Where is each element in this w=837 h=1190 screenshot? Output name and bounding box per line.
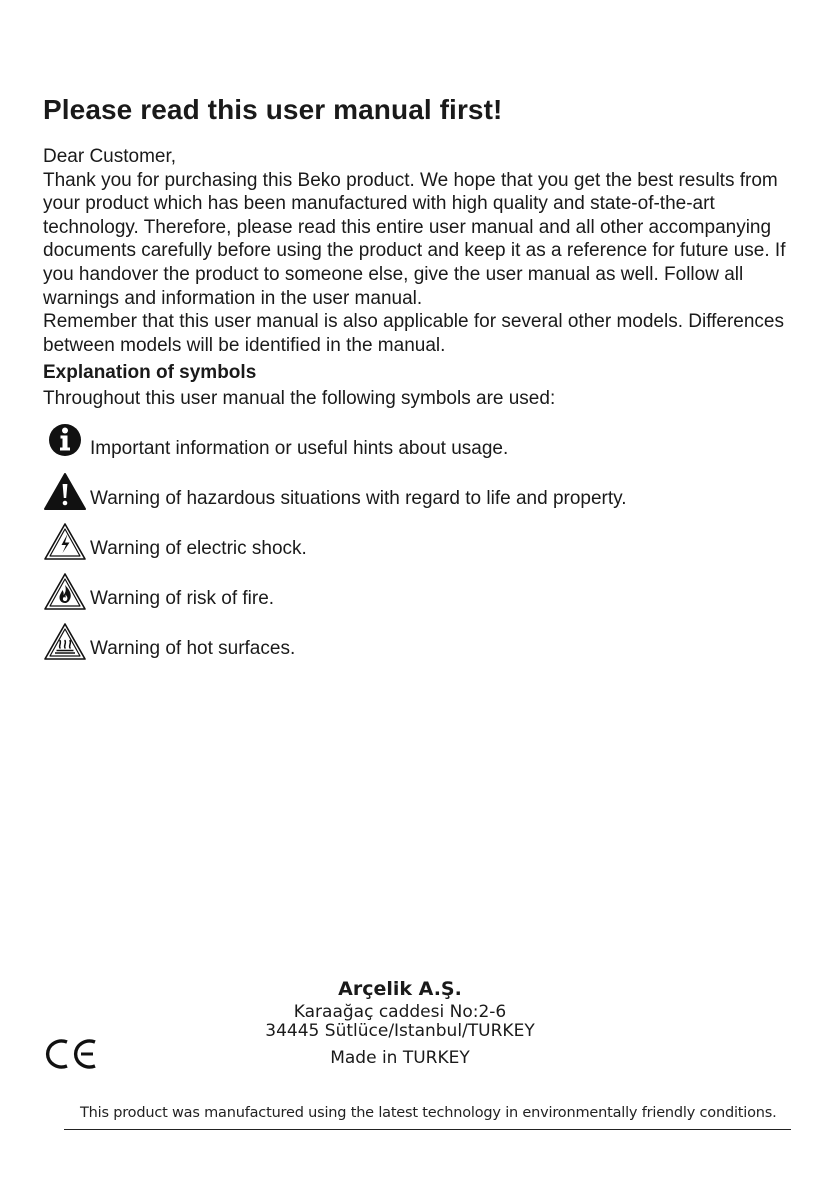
intro-paragraph: Thank you for purchasing this Beko product. We hope that you get the best results from your product which has been manufactured with high quality and state-of-the-art technology. Therefore, please read this entire user manual and all other accompanying documents carefully before using the product and keep it as a reference for future use. If you handover the product to someone else, give the user manual as well. Follow all warnings and information in the user manual. xyxy=(43,169,786,309)
symbol-row-hot xyxy=(43,617,295,661)
manufacturer-street: Karaağaç caddesi No:2-6 xyxy=(293,1002,507,1022)
symbol-label: Important information or useful hints about usage. xyxy=(90,438,509,459)
electric-shock-icon xyxy=(43,521,87,561)
manufacturer-city: 34445 Sütlüce/Istanbul/TURKEY xyxy=(265,1021,535,1041)
footer-divider xyxy=(64,1129,791,1130)
symbol-row-electric xyxy=(43,517,307,561)
symbols-lead: Throughout this user manual the following symbols are used: xyxy=(43,388,556,409)
warning-hazard-icon xyxy=(43,471,87,511)
symbols-heading: Explanation of symbols xyxy=(43,362,257,383)
intro-text xyxy=(43,145,803,357)
manufacturer-name: Arçelik A.Ş. xyxy=(338,978,462,1000)
info-icon xyxy=(43,421,87,461)
hot-surface-icon xyxy=(43,621,87,661)
symbol-row-hazard xyxy=(43,467,627,511)
footer-note: This product was manufactured using the latest technology in environmentally friendly conditions. xyxy=(80,1105,777,1121)
greeting: Dear Customer, xyxy=(43,146,177,167)
symbol-row-info xyxy=(43,417,508,461)
ce-mark-logo xyxy=(43,1036,101,1072)
made-in-label: Made in TURKEY xyxy=(330,1048,470,1068)
symbol-label: Warning of electric shock. xyxy=(90,538,307,559)
symbol-label: Warning of risk of fire. xyxy=(90,588,275,609)
models-note: Remember that this user manual is also applicable for several other models. Differences between models will be identified in the manual. xyxy=(43,311,784,356)
fire-risk-icon xyxy=(43,571,87,611)
symbol-label: Warning of hot surfaces. xyxy=(90,638,296,659)
symbol-label: Warning of hazardous situations with regard to life and property. xyxy=(90,488,627,509)
page-title: Please read this user manual first! xyxy=(43,94,503,125)
symbol-row-fire xyxy=(43,567,274,611)
